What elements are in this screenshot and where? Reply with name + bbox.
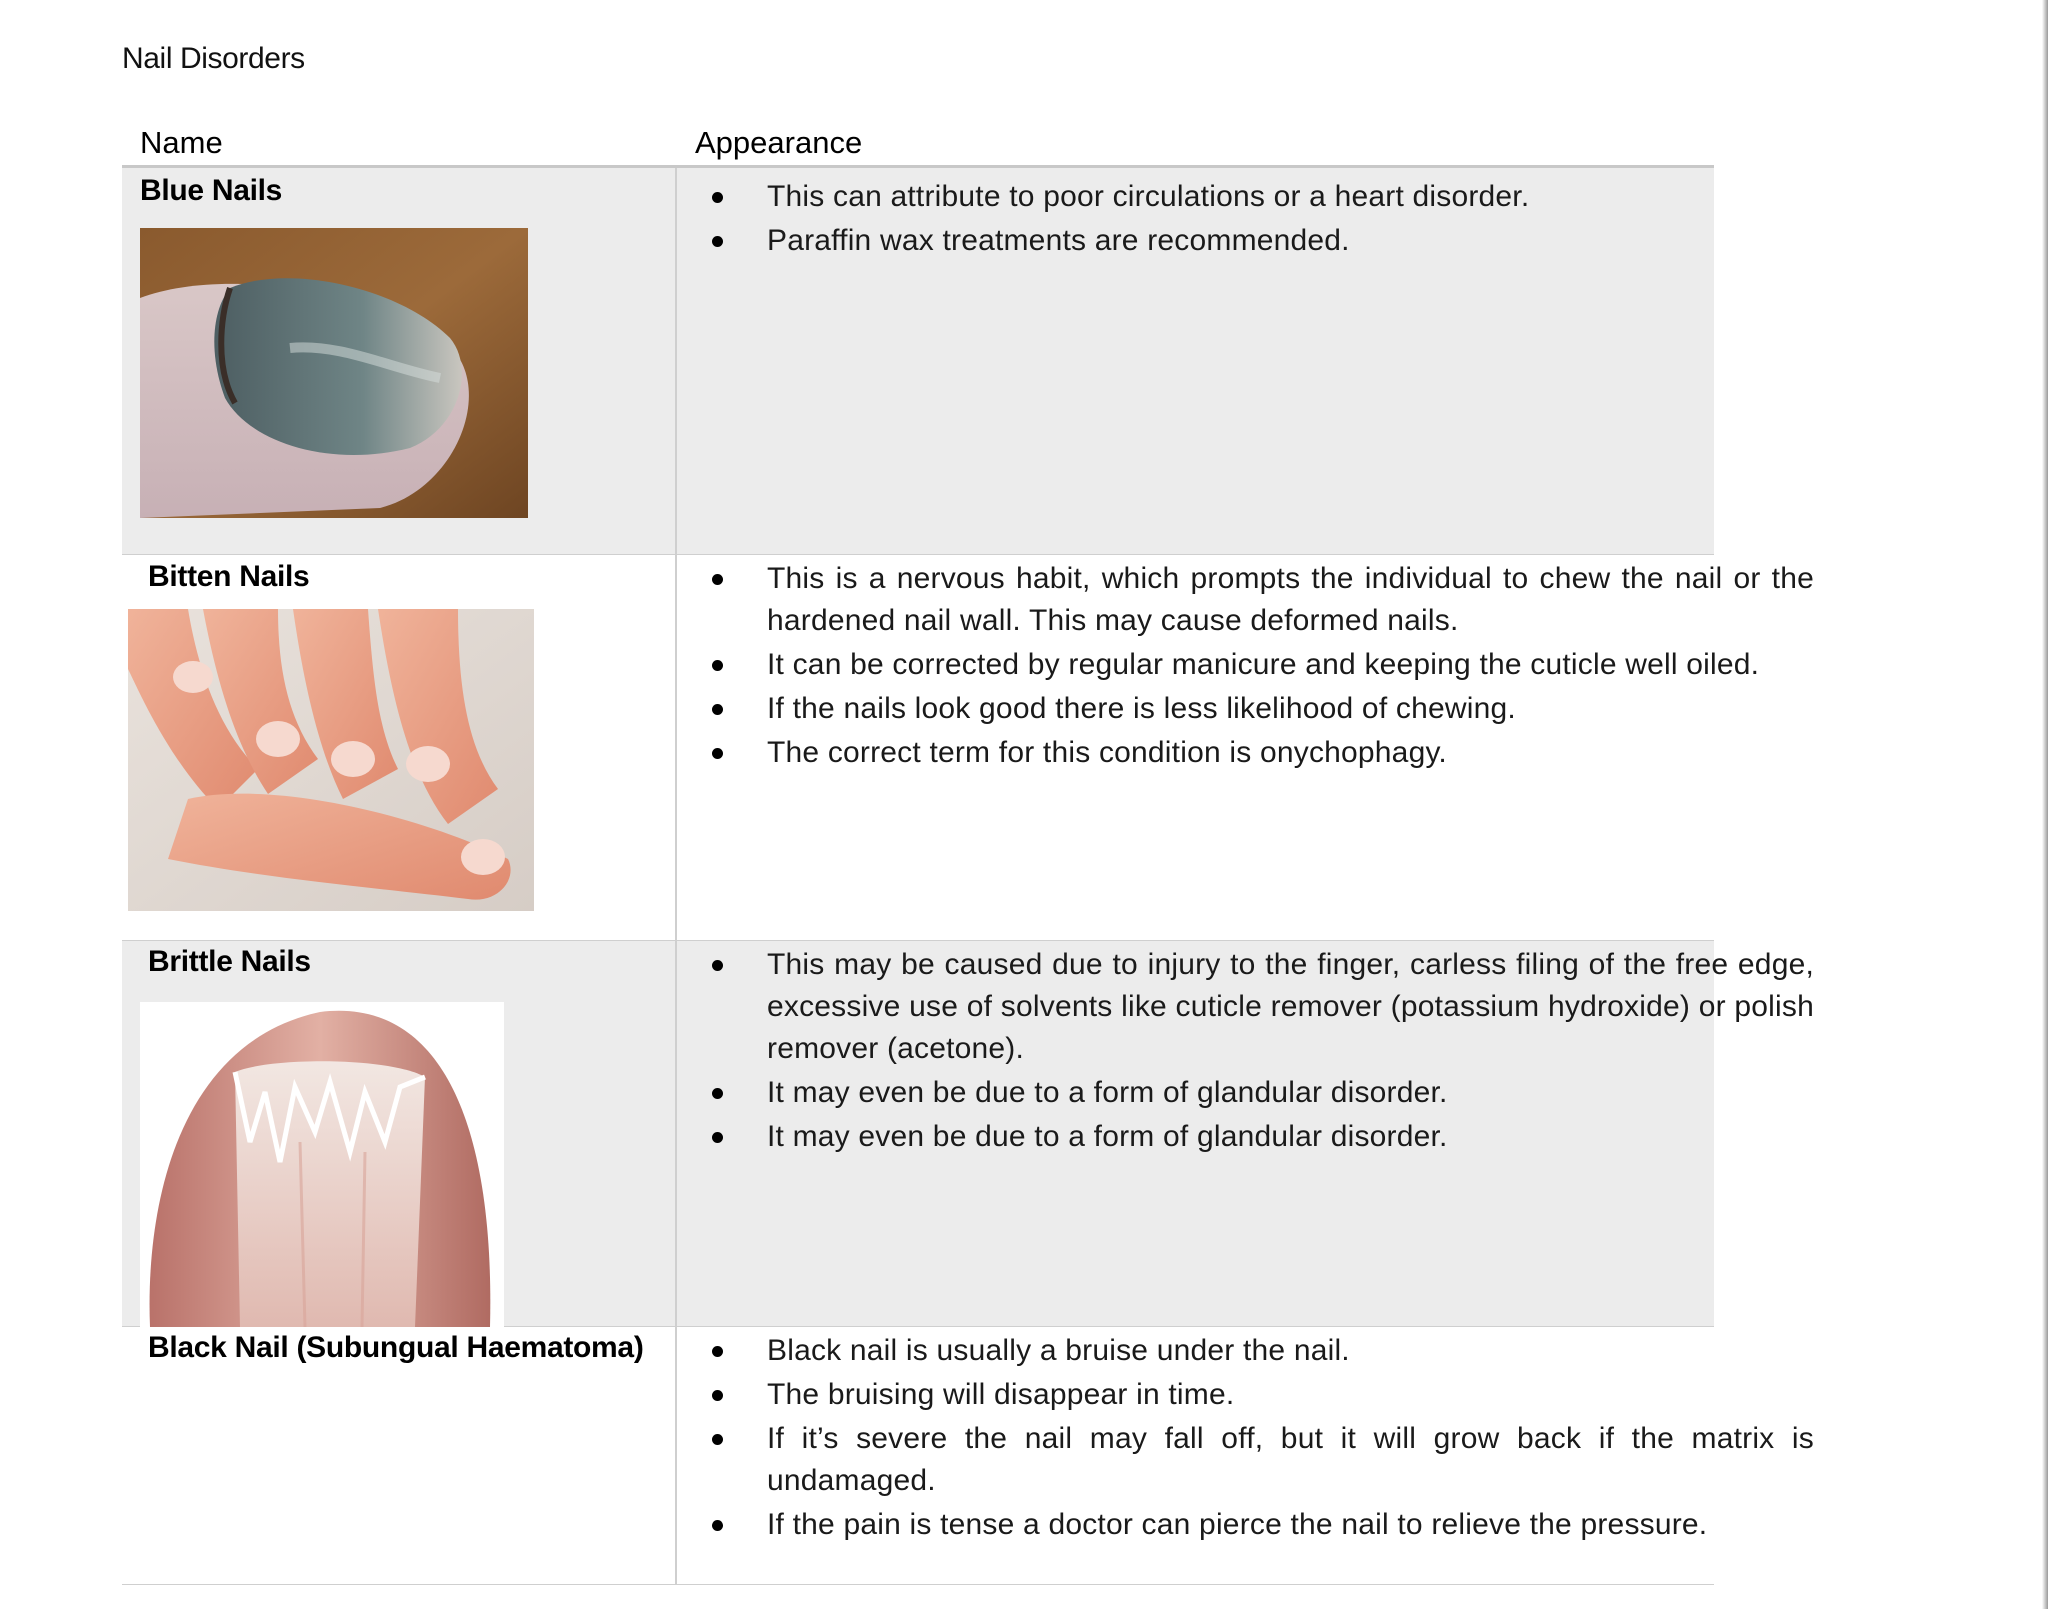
condition-name: Brittle Nails	[148, 945, 311, 978]
column-header-name: Name	[140, 125, 223, 160]
page-edge-shadow	[2042, 0, 2048, 1609]
bullet-icon	[712, 704, 723, 715]
document-title: Nail Disorders	[122, 42, 305, 75]
appearance-points	[702, 1330, 1814, 1548]
list-item: It may even be due to a form of glandular disorder.	[702, 1072, 1814, 1114]
column-divider	[675, 941, 677, 1326]
list-item: It may even be due to a form of glandular disorder.	[702, 1116, 1814, 1158]
bullet-icon	[712, 1346, 723, 1357]
list-item: If it’s severe the nail may fall off, but it will grow back if the matrix is undamaged.	[702, 1418, 1814, 1502]
appearance-points	[702, 944, 1814, 1160]
bullet-icon	[712, 960, 723, 971]
bullet-icon	[712, 192, 723, 203]
table-row-black-nail	[122, 1327, 1814, 1585]
condition-name: Bitten Nails	[148, 560, 310, 593]
list-item: This may be caused due to injury to the finger, carless filing of the free edge, excessive use of solvents like cuticle remover (potassium hydroxide) or polish remover (acetone).	[702, 944, 1814, 1070]
bullet-icon	[712, 236, 723, 247]
column-header-appearance: Appearance	[695, 125, 863, 160]
nail-disorders-table	[122, 125, 1814, 1585]
list-item: The correct term for this condition is onychophagy.	[702, 732, 1814, 774]
bullet-icon	[712, 574, 723, 585]
list-item: Black nail is usually a bruise under the nail.	[702, 1330, 1814, 1372]
bullet-icon	[712, 660, 723, 671]
table-row-blue-nails	[122, 168, 1714, 555]
table-header-row	[122, 125, 1714, 168]
list-item: The bruising will disappear in time.	[702, 1374, 1814, 1416]
list-item: This is a nervous habit, which prompts the individual to chew the nail or the hardened nail wall. This may cause deformed nails.	[702, 558, 1814, 642]
column-divider	[675, 555, 677, 940]
appearance-points	[702, 558, 1814, 776]
table-row-brittle-nails	[122, 941, 1814, 1327]
bullet-icon	[712, 748, 723, 759]
condition-name: Blue Nails	[140, 174, 283, 207]
column-divider	[675, 168, 677, 554]
table-row-bitten-nails	[122, 555, 1814, 941]
bullet-icon	[712, 1132, 723, 1143]
list-item: Paraffin wax treatments are recommended.	[702, 220, 1814, 262]
condition-name: Black Nail (Subungual Haematoma)	[148, 1331, 644, 1364]
bitten-nails-photo	[128, 609, 534, 911]
appearance-points	[702, 176, 1814, 264]
list-item: This can attribute to poor circulations or a heart disorder.	[702, 176, 1814, 218]
bullet-icon	[712, 1434, 723, 1445]
bullet-icon	[712, 1390, 723, 1401]
list-item: If the pain is tense a doctor can pierce the nail to relieve the pressure.	[702, 1504, 1814, 1546]
bullet-icon	[712, 1088, 723, 1099]
bullet-icon	[712, 1520, 723, 1531]
list-item: If the nails look good there is less likelihood of chewing.	[702, 688, 1814, 730]
brittle-nail-photo	[140, 1002, 504, 1327]
column-divider	[675, 1327, 677, 1584]
blue-nail-photo	[140, 228, 528, 518]
list-item: It can be corrected by regular manicure and keeping the cuticle well oiled.	[702, 644, 1814, 686]
